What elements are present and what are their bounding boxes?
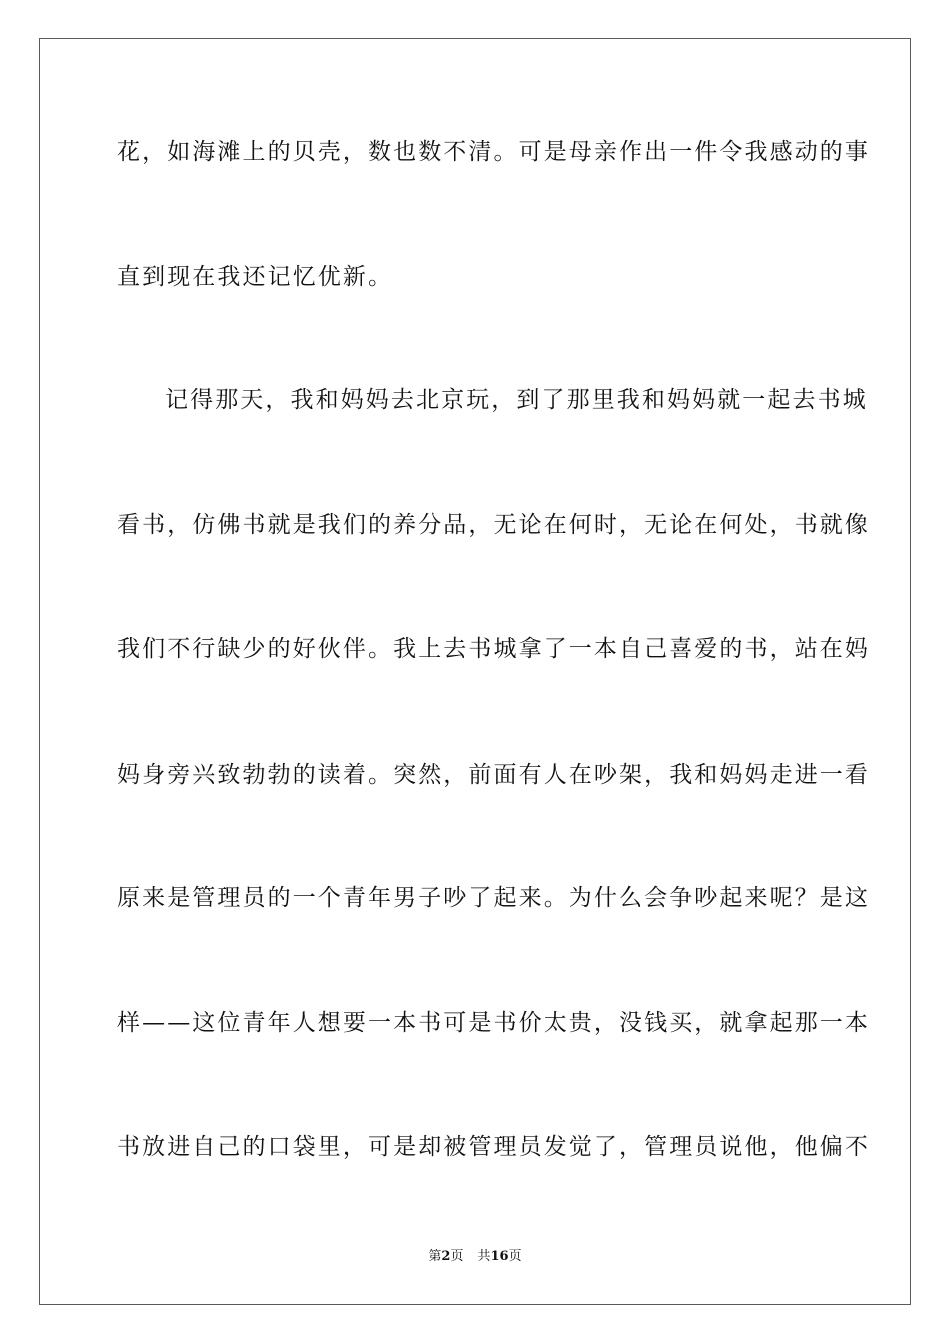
page-border	[39, 38, 911, 1305]
page-footer	[0, 1247, 950, 1267]
page-number: 2	[441, 1249, 451, 1264]
text-line: 看书，仿佛书就是我们的养分品，无论在何时，无论在何处，书就像	[117, 512, 870, 538]
text-line: 原来是管理员的一个青年男子吵了起来。为什么会争吵起来呢？是这	[117, 885, 870, 911]
total-prefix: 共	[477, 1249, 491, 1264]
text-line: 妈身旁兴致勃勃的读着。突然，前面有人在吵架，我和妈妈走进一看	[117, 762, 870, 788]
text-line: 样——这位青年人想要一本书可是书价太贵，没钱买，就拿起那一本	[117, 1010, 870, 1036]
text-line: 我们不行缺少的好伙伴。我上去书城拿了一本自己喜爱的书，站在妈	[117, 636, 870, 662]
text-line: 书放进自己的口袋里，可是却被管理员发觉了，管理员说他，他偏不	[117, 1134, 870, 1160]
total-suffix: 页	[508, 1249, 522, 1264]
page-prefix: 第	[428, 1249, 442, 1264]
total-pages: 16	[490, 1249, 509, 1264]
text-line: 记得那天，我和妈妈去北京玩，到了那里我和妈妈就一起去书城	[165, 387, 868, 413]
text-line: 直到现在我还记忆优新。	[117, 264, 394, 290]
text-line: 花，如海滩上的贝壳，数也数不清。可是母亲作出一件令我感动的事	[117, 139, 870, 165]
page-suffix: 页	[450, 1249, 464, 1264]
